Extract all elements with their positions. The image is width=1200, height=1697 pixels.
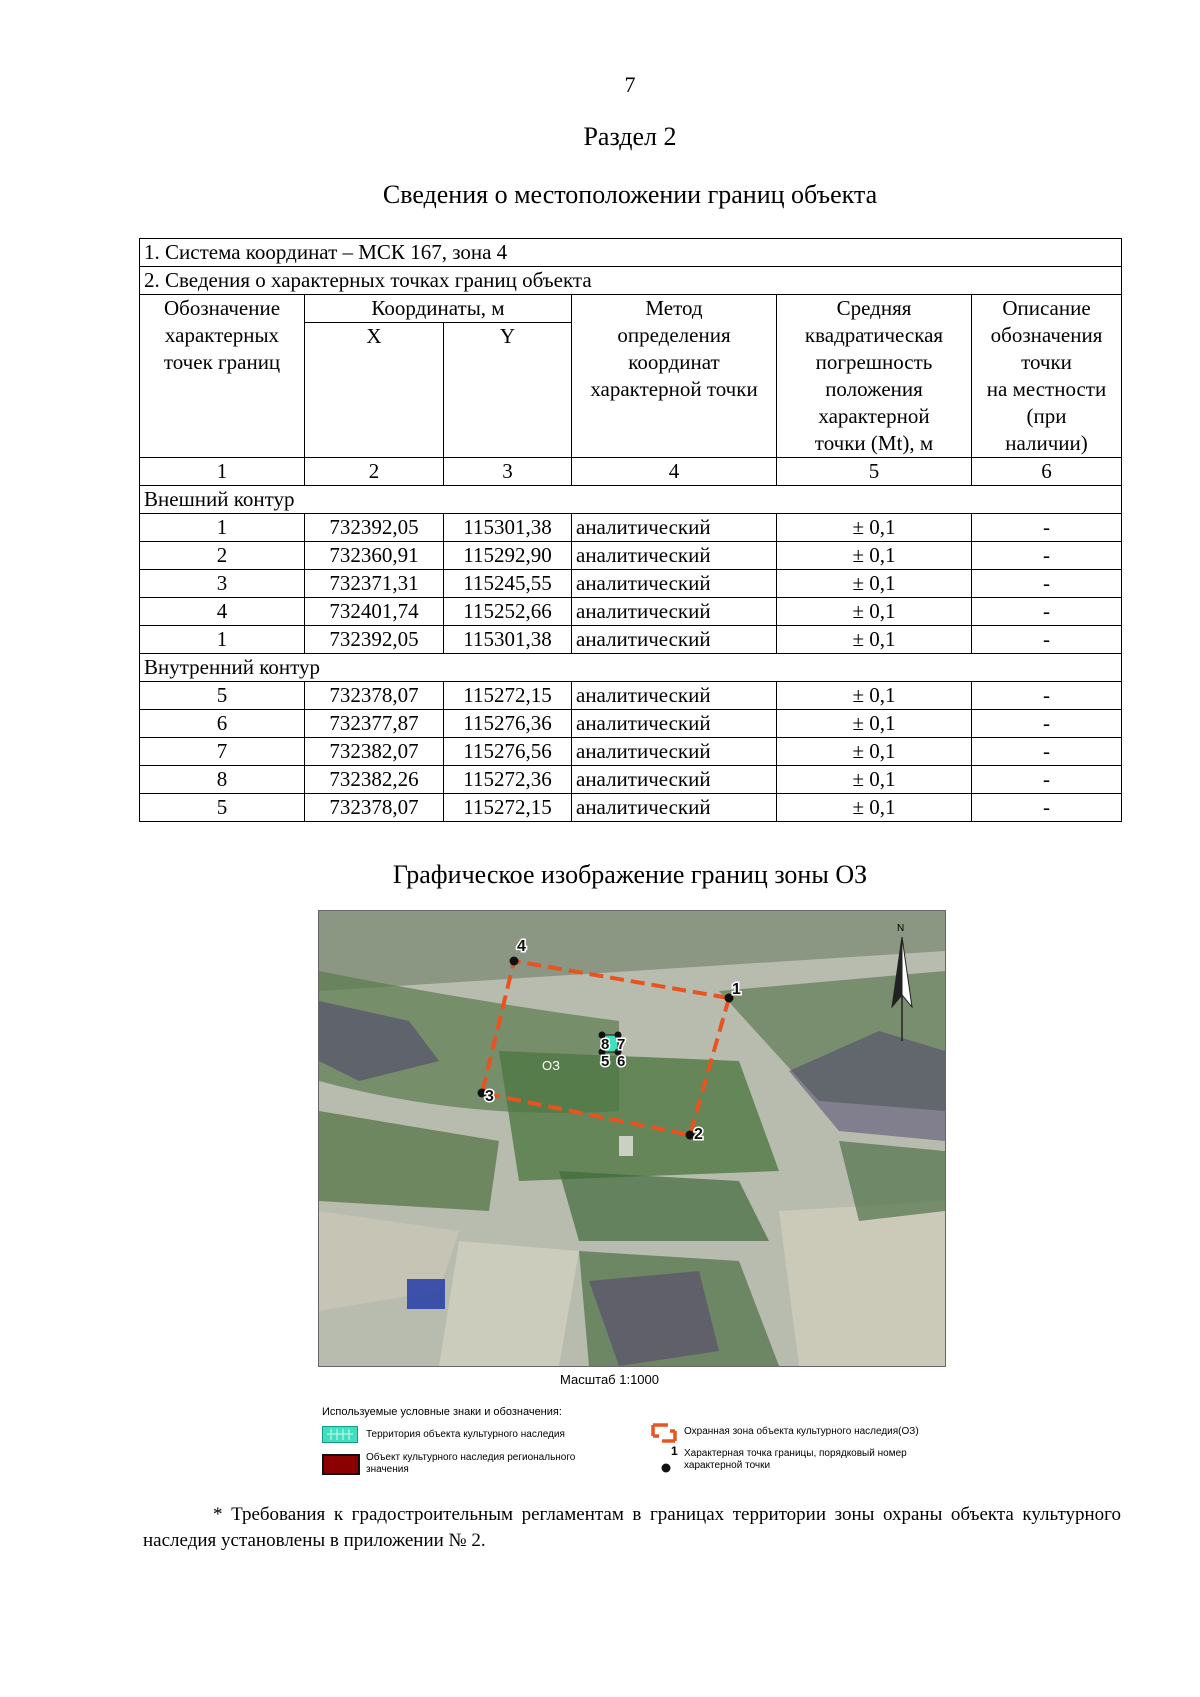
table-row: [140, 570, 1122, 598]
inner-contour-rows: [140, 682, 1122, 822]
table-cell: -: [972, 626, 1122, 654]
boundary-map: [318, 910, 946, 1367]
table-cell: 1: [140, 514, 305, 542]
table-cell: ± 0,1: [777, 794, 972, 822]
table-cell: -: [972, 794, 1122, 822]
page-number: 7: [624, 72, 636, 97]
table-cell: аналитический: [572, 514, 777, 542]
table-cell: аналитический: [572, 598, 777, 626]
territory-swatch: [322, 1426, 358, 1443]
table-row: [140, 514, 1122, 542]
point-label: Характерная точка границы, порядковый номер характерной точки: [684, 1448, 907, 1471]
table-cell: -: [972, 738, 1122, 766]
table-cell: ± 0,1: [777, 514, 972, 542]
table-cell: 115252,66: [444, 598, 572, 626]
point-label: 1: [732, 981, 741, 998]
table-cell: 8: [140, 766, 305, 794]
table-cell: 2: [140, 542, 305, 570]
point-label: 5: [601, 1053, 610, 1070]
graphic-title: Графическое изображение границ зоны ОЗ: [392, 860, 868, 889]
coord-system: 1. Система координат – МСК 167, зона 4: [140, 239, 1122, 267]
table-cell: ± 0,1: [777, 626, 972, 654]
outer-contour-rows: [140, 514, 1122, 654]
table-cell: -: [972, 542, 1122, 570]
table-cell: аналитический: [572, 766, 777, 794]
table-cell: 5: [140, 794, 305, 822]
table-cell: -: [972, 682, 1122, 710]
map-scale: Масштаб 1:1000: [560, 1372, 659, 1387]
point-label: 4: [517, 938, 526, 955]
table-cell: 115272,36: [444, 766, 572, 794]
legend-title: Используемые условные знаки и обозначения:: [322, 1406, 562, 1418]
table-cell: 115276,56: [444, 738, 572, 766]
inner-contour-label: Внутренний контур: [140, 654, 1122, 682]
table-cell: 732371,31: [305, 570, 444, 598]
col-x-header: X: [305, 323, 444, 458]
footnote: * Требования к градостроительным регламентам в границах территории зоны охраны объекта культурного наследия установлены в приложении № 2.: [143, 1504, 1121, 1551]
map-overlay: [319, 911, 945, 1366]
table-cell: 7: [140, 738, 305, 766]
table-cell: -: [972, 766, 1122, 794]
coordinates-table: [139, 238, 1122, 822]
point-swatch-number: 1: [671, 1444, 678, 1458]
point-label: 7: [617, 1036, 626, 1053]
boundary-point: [510, 957, 519, 966]
north-label: N: [897, 923, 905, 934]
table-row: [140, 766, 1122, 794]
table-cell: ± 0,1: [777, 542, 972, 570]
table-cell: 732378,07: [305, 794, 444, 822]
col-designation-header: Обозначение характерных точек границ: [140, 295, 305, 458]
table-cell: 3: [140, 570, 305, 598]
table-row: [140, 794, 1122, 822]
table-cell: 732377,87: [305, 710, 444, 738]
object-label: Объект культурного наследия регионального значения: [366, 1452, 576, 1475]
table-row: [140, 598, 1122, 626]
point-label: 8: [601, 1036, 610, 1053]
table-cell: аналитический: [572, 738, 777, 766]
table-cell: 732378,07: [305, 682, 444, 710]
col-coords-header: Координаты, м: [305, 295, 572, 323]
col-description-header: Описание обозначения точки на местности (при наличии): [972, 295, 1122, 458]
table-cell: 732382,26: [305, 766, 444, 794]
table-cell: 115301,38: [444, 626, 572, 654]
point-label: 6: [617, 1053, 626, 1070]
table-cell: 732392,05: [305, 626, 444, 654]
table-cell: 115292,90: [444, 542, 572, 570]
table-cell: аналитический: [572, 794, 777, 822]
table-row: [140, 542, 1122, 570]
table-row: [140, 710, 1122, 738]
table-cell: аналитический: [572, 710, 777, 738]
table-cell: аналитический: [572, 626, 777, 654]
col-error-header: Средняя квадратическая погрешность положения характерной точки (Mt), м: [777, 295, 972, 458]
table-cell: аналитический: [572, 570, 777, 598]
table-cell: аналитический: [572, 682, 777, 710]
column-numbers-row: 1 2 3 4 5 6: [140, 458, 1122, 486]
point-label: 2: [694, 1126, 703, 1143]
table-cell: 6: [140, 710, 305, 738]
table-cell: -: [972, 710, 1122, 738]
table-cell: 115245,55: [444, 570, 572, 598]
outer-contour-label: Внешний контур: [140, 486, 1122, 514]
table-cell: -: [972, 598, 1122, 626]
north-arrow-icon: [890, 937, 914, 1042]
section-title: Раздел 2: [583, 122, 677, 151]
table-cell: ± 0,1: [777, 738, 972, 766]
table-cell: ± 0,1: [777, 682, 972, 710]
table-cell: 732401,74: [305, 598, 444, 626]
table-cell: 4: [140, 598, 305, 626]
table-cell: ± 0,1: [777, 766, 972, 794]
table-cell: аналитический: [572, 542, 777, 570]
table-cell: -: [972, 570, 1122, 598]
table-cell: 115301,38: [444, 514, 572, 542]
document-title: Сведения о местоположении границ объекта: [382, 180, 878, 209]
table-cell: ± 0,1: [777, 570, 972, 598]
zone-label: ОЗ: [542, 1058, 560, 1073]
table-cell: 115272,15: [444, 682, 572, 710]
table-cell: ± 0,1: [777, 710, 972, 738]
territory-label: Территория объекта культурного наследия: [366, 1429, 565, 1440]
col-method-header: Метод определения координат характерной точки: [572, 295, 777, 458]
table-row: [140, 626, 1122, 654]
table-cell: 5: [140, 682, 305, 710]
table-cell: -: [972, 514, 1122, 542]
zone-label: Охранная зона объекта культурного наследия(ОЗ): [684, 1426, 919, 1437]
col-y-header: Y: [444, 323, 572, 458]
table-row: [140, 682, 1122, 710]
table-cell: 115276,36: [444, 710, 572, 738]
table-cell: 732360,91: [305, 542, 444, 570]
zone-swatch: [650, 1422, 678, 1444]
point-label: 3: [485, 1088, 494, 1105]
table-cell: 732392,05: [305, 514, 444, 542]
object-swatch: [322, 1454, 360, 1475]
points-header: 2. Сведения о характерных точках границ объекта: [140, 267, 1122, 295]
table-cell: ± 0,1: [777, 598, 972, 626]
table-cell: 732382,07: [305, 738, 444, 766]
table-cell: 115272,15: [444, 794, 572, 822]
table-cell: 1: [140, 626, 305, 654]
table-row: [140, 738, 1122, 766]
